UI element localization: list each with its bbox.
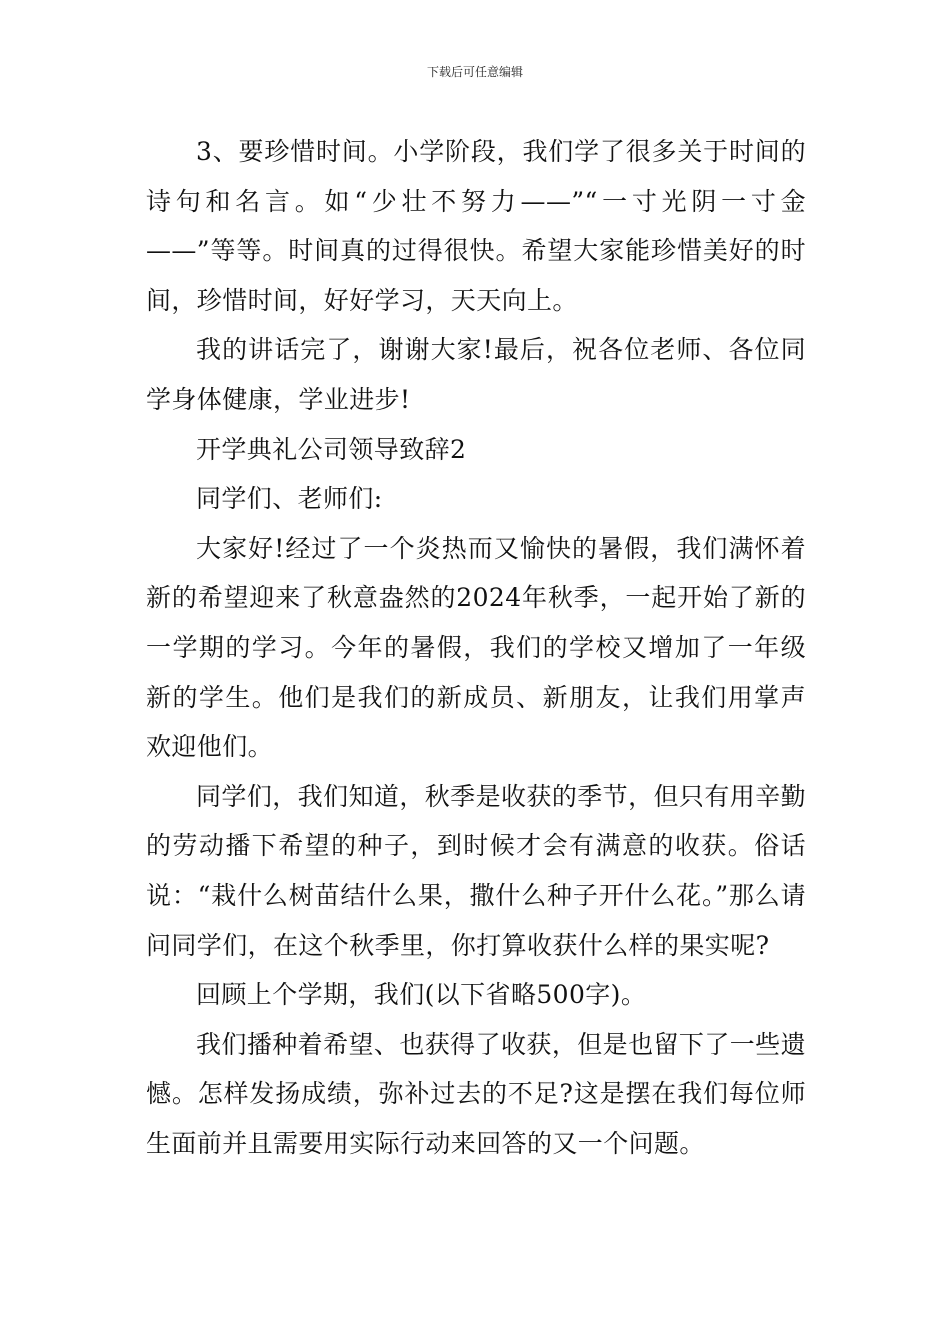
paragraph-closing: 我的讲话完了，谢谢大家!最后，祝各位老师、各位同学身体健康，学业进步!: [146, 335, 806, 414]
section-title: 开学典礼公司领导致辞2: [196, 434, 467, 464]
document-body: [146, 127, 806, 1168]
salutation: 同学们、老师们:: [196, 484, 383, 514]
paragraph-review: 回顾上个学期，我们(以下省略500字)。: [196, 980, 647, 1010]
paragraph-harvest: 同学们，我们知道，秋季是收获的季节，但只有用辛勤的劳动播下希望的种子，到时候才会有满意的收获。俗话说：“栽什么树苗结什么果，撒什么种子开什么花。”那么请问同学们，在这个秋季里，你打算收获什么样的果实呢?: [146, 781, 806, 960]
paragraph-regret: 我们播种着希望、也获得了收获，但是也留下了一些遗憾。怎样发扬成绩，弥补过去的不足?这是摆在我们每位师生面前并且需要用实际行动来回答的又一个问题。: [146, 1029, 806, 1158]
page-header: 下载后可任意编辑: [426, 65, 523, 79]
paragraph-greeting: 大家好!经过了一个炎热而又愉快的暑假，我们满怀着新的希望迎来了秋意盎然的2024年秋季，一起开始了新的一学期的学习。今年的暑假，我们的学校又增加了一年级新的学生。他们是我们的新成员、新朋友，让我们用掌声欢迎他们。: [146, 533, 806, 762]
paragraph-time: 3、要珍惜时间。小学阶段，我们学了很多关于时间的诗句和名言。如“少壮不努力——”“一寸光阴一寸金——”等等。时间真的过得很快。希望大家能珍惜美好的时间，珍惜时间，好好学习，天天向上。: [146, 137, 806, 315]
